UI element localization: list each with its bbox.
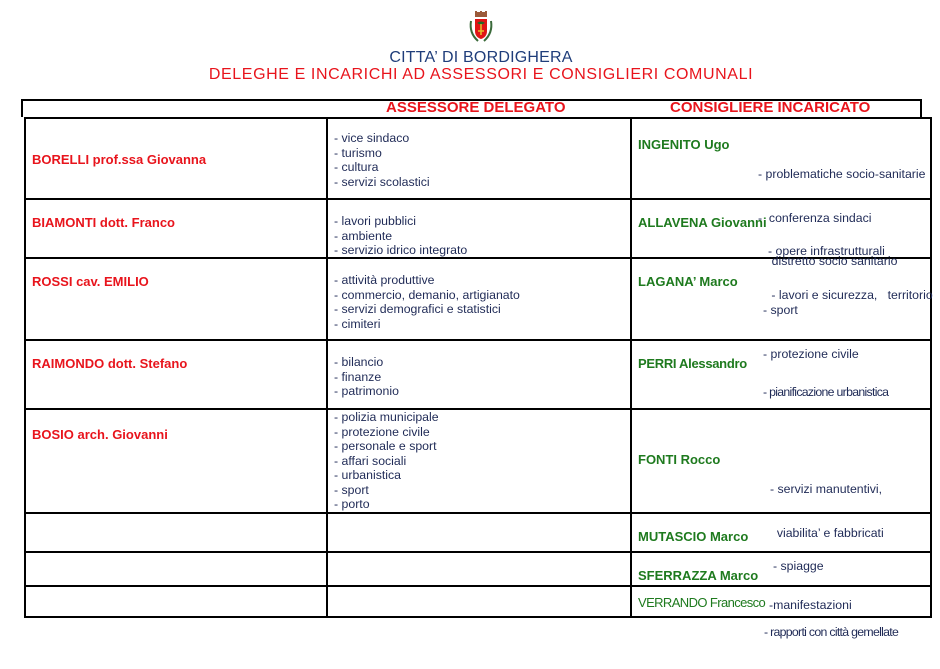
consigliere-name: INGENITO Ugo	[638, 137, 730, 152]
delega-item: - servizi scolastici	[334, 174, 430, 189]
incarico-item: -manifestazioni	[769, 598, 852, 612]
document-subtitle: DELEGHE E INCARICHI AD ASSESSORI E CONSIGLIERI COMUNALI	[208, 66, 754, 83]
delega-item: - urbanistica	[334, 468, 401, 482]
incarico-item: - rapporti con città gemellate	[764, 625, 899, 639]
table-row	[25, 340, 931, 409]
deleghe-cell	[327, 552, 631, 586]
delega-item: - sport	[334, 482, 369, 497]
table-row	[25, 586, 931, 617]
table-row	[25, 258, 931, 340]
deleghe-cell	[327, 513, 631, 552]
delega-item: - ambiente	[334, 228, 393, 243]
coat-of-arms-icon	[466, 11, 496, 45]
assessore-name: BOSIO arch. Giovanni	[32, 427, 168, 442]
column-header-assessore: ASSESSORE DELEGATO	[386, 99, 566, 116]
incarico-item: - conferenza sindaci	[758, 210, 872, 225]
assessore-cell	[25, 118, 327, 199]
incarico-item: - sport	[763, 303, 798, 317]
deleghe-list	[334, 273, 520, 331]
assessore-name: RAIMONDO dott. Stefano	[32, 356, 188, 371]
consigliere-cell	[631, 258, 931, 361]
incarico-item: - pianificazione urbanistica	[763, 385, 889, 399]
consigliere-cell	[631, 513, 931, 573]
incarico-item: - problematiche socio-sanitarie	[758, 167, 926, 181]
delega-item: - lavori pubblici	[334, 214, 417, 228]
city-title: CITTA’ DI BORDIGHERA	[389, 49, 573, 66]
consigliere-name: VERRANDO Francesco	[638, 595, 766, 610]
delega-item: - servizi demografici e statistici	[334, 302, 501, 316]
delega-item: - patrimonio	[334, 384, 399, 398]
deleghe-list	[334, 355, 399, 399]
consigliere-cell	[631, 586, 931, 639]
table-row	[25, 118, 931, 199]
incarico-item: distretto socio sanitario	[758, 254, 898, 268]
deleghe-cell	[327, 586, 631, 617]
assessore-name: ROSSI cav. EMILIO	[32, 274, 149, 289]
incarico-item: - spiagge	[773, 559, 824, 573]
deleghe-cell	[327, 118, 631, 199]
assessore-cell	[25, 586, 327, 617]
delega-item: - vice sindaco	[334, 131, 410, 145]
deleghe-list	[334, 410, 439, 512]
incarichi-list	[764, 596, 898, 669]
assessore-cell	[25, 340, 327, 409]
consigliere-name: MUTASCIO Marco	[638, 529, 749, 544]
assessore-cell	[25, 258, 327, 340]
incarico-item: viabilita’ e fabbricati	[770, 525, 884, 540]
consigliere-name: LAGANA’ Marco	[638, 274, 738, 289]
incarico-item: - opere infrastrutturali	[768, 244, 885, 258]
delega-item: - personale e sport	[334, 439, 437, 453]
assessore-cell	[25, 409, 327, 513]
delega-item: - protezione civile	[334, 424, 430, 439]
delega-item: - polizia municipale	[334, 410, 439, 424]
table-row	[25, 513, 931, 552]
incarico-item: - lavori e sicurezza, territorio	[768, 287, 933, 302]
table-row	[25, 409, 931, 513]
consigliere-cell	[631, 340, 931, 409]
delega-item: - servizio idrico integrato	[334, 243, 468, 257]
consigliere-name: PERRI Alessandro	[638, 356, 747, 371]
incarico-item: - servizi manutentivi,	[770, 482, 883, 496]
delega-item: - cultura	[334, 160, 379, 174]
delega-item: - attività produttive	[334, 273, 435, 287]
consigliere-name: FONTI Rocco	[638, 452, 721, 467]
deleghe-cell	[327, 258, 631, 340]
deleghe-cell	[327, 199, 631, 258]
table-row	[25, 199, 931, 258]
delega-item: - commercio, demanio, artigianato	[334, 287, 520, 302]
delega-item: - affari sociali	[334, 453, 407, 468]
deleghe-cell	[327, 409, 631, 513]
delega-item: - finanze	[334, 369, 382, 384]
incarico-item: - protezione civile	[763, 346, 859, 361]
consigliere-name: SFERRAZZA Marco	[638, 568, 759, 583]
assessore-cell	[25, 513, 327, 552]
assessore-cell	[25, 552, 327, 586]
deleghe-cell	[327, 340, 631, 409]
deleghe-list	[334, 131, 430, 189]
delega-item: - cimiteri	[334, 316, 381, 331]
assessore-name: BORELLI prof.ssa Giovanna	[32, 152, 207, 167]
consigliere-name: ALLAVENA Giovanni	[638, 215, 767, 230]
assessore-name: BIAMONTI dott. Franco	[32, 215, 175, 230]
delega-item: - bilancio	[334, 355, 384, 369]
deleghe-table	[24, 117, 933, 639]
table-row	[25, 552, 931, 586]
column-header-consigliere: CONSIGLIERE INCARICATO	[670, 99, 871, 116]
delega-item: - turismo	[334, 145, 382, 160]
deleghe-list	[334, 214, 467, 258]
assessore-cell	[25, 199, 327, 258]
delega-item: - porto	[334, 497, 370, 511]
